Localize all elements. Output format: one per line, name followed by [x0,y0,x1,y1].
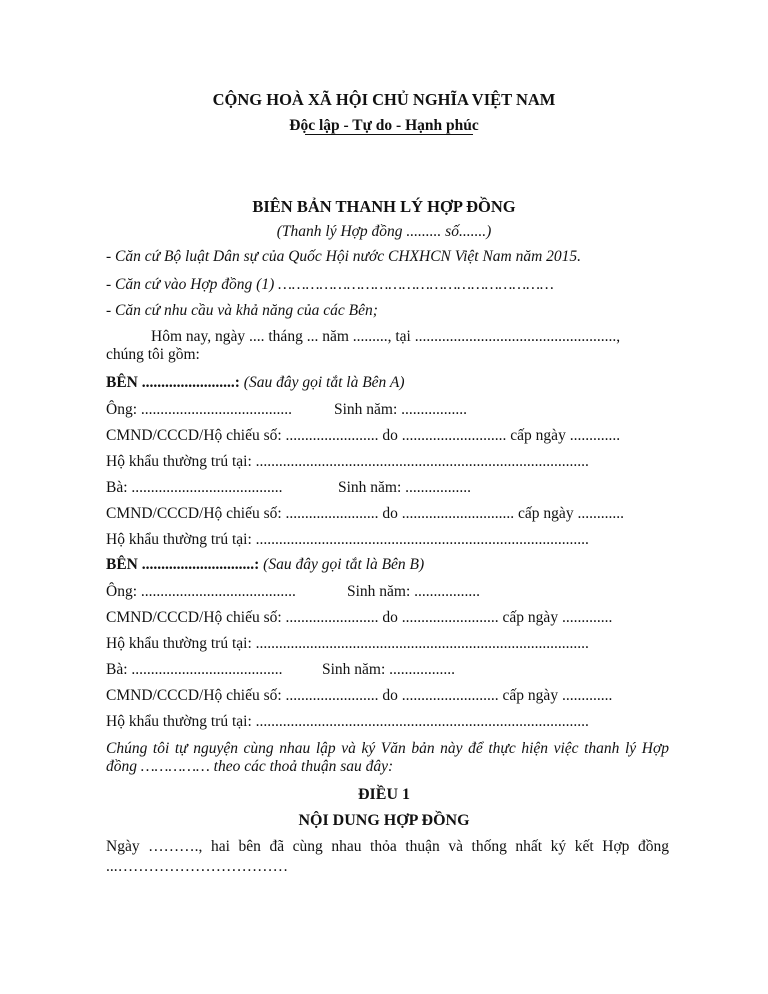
article-1-number: ĐIỀU 1 [357,786,410,803]
party-a-mr-name: Ông: ....................................... [106,401,292,418]
motto-underline [305,134,473,135]
party-a-mrs-id: CMND/CCCD/Hộ chiếu số: ........................ do ............................. cấp ngày ............ [106,505,624,522]
party-a-mrs-name: Bà: ....................................... [106,479,283,496]
document-subtitle: (Thanh lý Hợp đồng ......... số.......) [276,223,492,240]
national-motto: Độc lập - Tự do - Hạnh phúc [289,117,479,134]
ground-contract: - Căn cứ vào Hợp đồng (1) …………………………………………………… [106,276,554,293]
party-a-label: BÊN ........................: [106,374,240,391]
national-title: CỘNG HOÀ XÃ HỘI CHỦ NGHĨA VIỆT NAM [212,90,556,109]
article-1-line-1: Ngày ………., hai bên đã cùng nhau thỏa thuận và thống nhất ký kết Hợp đồng [106,838,669,855]
party-b-mr-name: Ông: ........................................ [106,583,296,600]
agreement-line-2: đồng …………… theo các thoả thuận sau đây: [106,758,394,775]
party-a-mrs-birth-year: Sinh năm: ................. [338,479,472,496]
party-b-mr-birth-year: Sinh năm: ................. [347,583,481,600]
party-a-heading [106,373,405,393]
party-b-label: BÊN .............................: [106,556,260,573]
party-b-mrs-address: Hộ khẩu thường trú tại: ...................................................................................... [106,713,589,730]
party-b-mrs-name: Bà: ....................................... [106,661,283,678]
intro-line-2: chúng tôi gồm: [106,346,200,363]
party-a-note: (Sau đây gọi tắt là Bên A) [239,374,405,391]
party-b-note: (Sau đây gọi tắt là Bên B) [259,556,425,573]
article-1-heading: NỘI DUNG HỢP ĐỒNG [298,812,470,829]
party-a-mr-birth-year: Sinh năm: ................. [334,401,468,418]
article-1-line-2: ...…………………………… [106,858,289,875]
party-b-mrs-birth-year: Sinh năm: ................. [322,661,456,678]
party-b-mrs-id: CMND/CCCD/Hộ chiếu số: ........................ do ......................... cấp ngày ............. [106,687,613,704]
ground-civil-code: - Căn cứ Bộ luật Dân sự của Quốc Hội nước CHXHCN Việt Nam năm 2015. [106,248,582,265]
intro-line-1: Hôm nay, ngày .... tháng ... năm ........., tại ...................................................., [151,328,621,345]
party-a-mr-id: CMND/CCCD/Hộ chiếu số: ........................ do ........................... cấp ngày ............. [106,427,621,444]
party-b-heading [106,555,424,575]
party-a-mr-address: Hộ khẩu thường trú tại: ...................................................................................... [106,453,589,470]
agreement-line-1: Chúng tôi tự nguyện cùng nhau lập và ký Văn bản này để thực hiện việc thanh lý Hợp [106,740,669,757]
party-b-mr-id: CMND/CCCD/Hộ chiếu số: ........................ do ......................... cấp ngày ............. [106,609,613,626]
ground-needs: - Căn cứ nhu cầu và khả năng của các Bên; [106,302,378,319]
party-a-mrs-address: Hộ khẩu thường trú tại: ...................................................................................... [106,531,589,548]
party-b-mr-address: Hộ khẩu thường trú tại: ...................................................................................... [106,635,589,652]
document-title: BIÊN BẢN THANH LÝ HỢP ĐỒNG [252,197,516,216]
